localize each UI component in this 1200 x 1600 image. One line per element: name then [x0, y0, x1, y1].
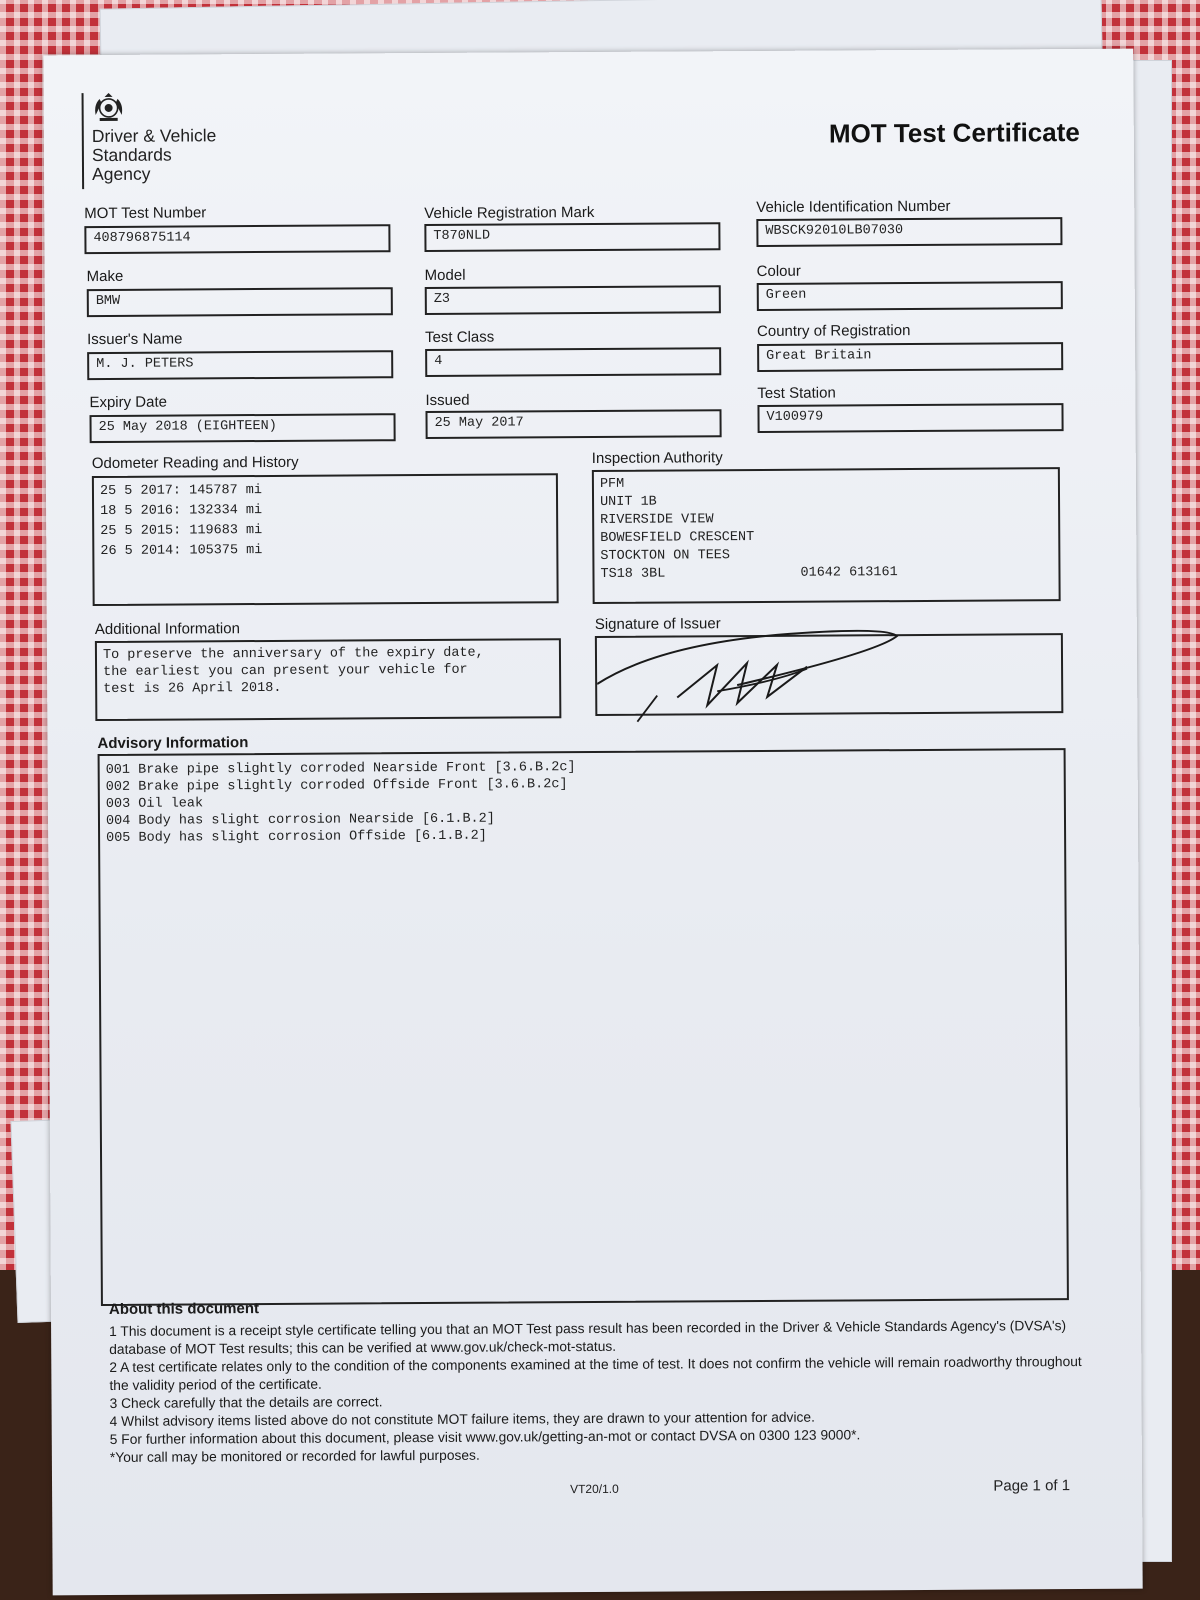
additional-info-line: test is 26 April 2018. — [103, 680, 282, 697]
mot-test-number-value: 408796875114 — [84, 224, 390, 254]
about-item: 5 For further information about this document, please visit www.gov.uk/getting-an-mot or contact DVSA on 0300 123 9000*. — [109, 1427, 861, 1447]
registration-value: T870NLD — [424, 222, 720, 252]
model-value: Z3 — [425, 285, 721, 315]
about-item: 2 A test certificate relates only to the condition of the components examined at the time of test. It does not confirm the vehicle will remain roadworthy throughout the validity period of the certificate. — [109, 1354, 1082, 1393]
address-line: RIVERSIDE VIEW — [600, 512, 714, 528]
about-section — [109, 1295, 1100, 1467]
address-line: PFM — [599, 476, 625, 492]
odometer-entry: 25 5 2017: 145787 mi — [99, 483, 263, 500]
postcode: TS18 3BL — [600, 566, 666, 582]
registration-label: Vehicle Registration Mark — [424, 203, 595, 223]
odometer-label: Odometer Reading and History — [91, 453, 299, 473]
issuer-name-label: Issuer's Name — [86, 330, 183, 349]
odometer-entry: 18 5 2016: 132334 mi — [100, 503, 263, 520]
country-label: Country of Registration — [756, 322, 911, 340]
make-value: BMW — [87, 287, 393, 317]
about-item: 3 Check carefully that the details are correct. — [109, 1394, 383, 1411]
form-code: VT20/1.0 — [570, 1481, 619, 1497]
odometer-history-box — [92, 473, 559, 606]
issued-value: 25 May 2017 — [425, 409, 721, 439]
inspection-authority-label: Inspection Authority — [591, 449, 723, 468]
colour-label: Colour — [756, 262, 801, 280]
additional-info-label: Additional Information — [94, 620, 240, 639]
test-class-label: Test Class — [424, 328, 495, 347]
advisory-item: 001 Brake pipe slightly corroded Nearside Front [3.6.B.2c] — [105, 760, 576, 778]
country-value: Great Britain — [757, 342, 1063, 372]
signature-box — [595, 633, 1063, 716]
advisory-label: Advisory Information — [97, 734, 249, 753]
advisory-box — [98, 748, 1069, 1306]
royal-crest-icon — [92, 93, 126, 123]
advisory-item: 004 Body has slight corrosion Nearside [6.1.B.2] — [105, 811, 495, 829]
test-station-value: V100979 — [757, 403, 1063, 433]
make-label: Make — [86, 267, 124, 286]
about-heading: About this document — [108, 1300, 260, 1318]
issuer-signature-icon — [597, 623, 1066, 726]
issued-label: Issued — [425, 391, 470, 410]
advisory-item: 003 Oil leak — [105, 796, 204, 812]
about-item: 4 Whilst advisory items listed above do not constitute MOT failure items, they are drawn to your attention for advice. — [109, 1409, 815, 1429]
test-class-value: 4 — [425, 347, 721, 377]
page-number: Page 1 of 1 — [993, 1477, 1071, 1495]
vin-label: Vehicle Identification Number — [756, 197, 951, 216]
odometer-entry: 25 5 2015: 119683 mi — [100, 523, 263, 540]
additional-info-line: To preserve the anniversary of the expiry date, — [102, 645, 484, 663]
additional-info-line: the earliest you can present your vehicle for — [103, 662, 468, 680]
advisory-item: 002 Brake pipe slightly corroded Offside Front [3.6.B.2c] — [105, 777, 568, 795]
colour-value: Green — [757, 281, 1063, 311]
inspection-authority-box — [592, 467, 1061, 604]
test-station-label: Test Station — [757, 384, 836, 402]
mot-certificate-sheet — [43, 49, 1142, 1596]
about-item: 1 This document is a receipt style certificate telling you that an MOT Test pass result has been recorded in the Driver & Vehicle Standards Agency's (DVSA's) database of MOT Test results; this can be verified at www.gov.uk/check-mot-status. — [109, 1318, 1067, 1357]
address-line: BOWESFIELD CRESCENT — [600, 530, 755, 546]
address-line: STOCKTON ON TEES — [600, 548, 731, 564]
vin-value: WBSCK92010LB07030 — [756, 217, 1062, 247]
odometer-entry: 26 5 2014: 105375 mi — [100, 543, 263, 560]
about-footnote: *Your call may be monitored or recorded for lawful purposes. — [109, 1447, 480, 1465]
phone-number: 01642 613161 — [800, 565, 898, 581]
logo-divider — [82, 93, 85, 189]
address-line: UNIT 1B — [600, 494, 657, 510]
document-title: MOT Test Certificate — [828, 117, 1080, 149]
model-label: Model — [424, 266, 466, 285]
agency-name: Driver & Vehicle Standards Agency — [91, 125, 217, 185]
issuer-name-value: M. J. PETERS — [87, 350, 393, 380]
expiry-label: Expiry Date — [89, 393, 168, 412]
advisory-item: 005 Body has slight corrosion Offside [6.1.B.2] — [106, 828, 487, 846]
signature-label: Signature of Issuer — [594, 615, 721, 633]
agency-logo — [82, 92, 243, 193]
additional-info-box — [95, 638, 561, 721]
mot-test-number-label: MOT Test Number — [84, 204, 207, 223]
expiry-value: 25 May 2018 (EIGHTEEN) — [90, 413, 396, 443]
